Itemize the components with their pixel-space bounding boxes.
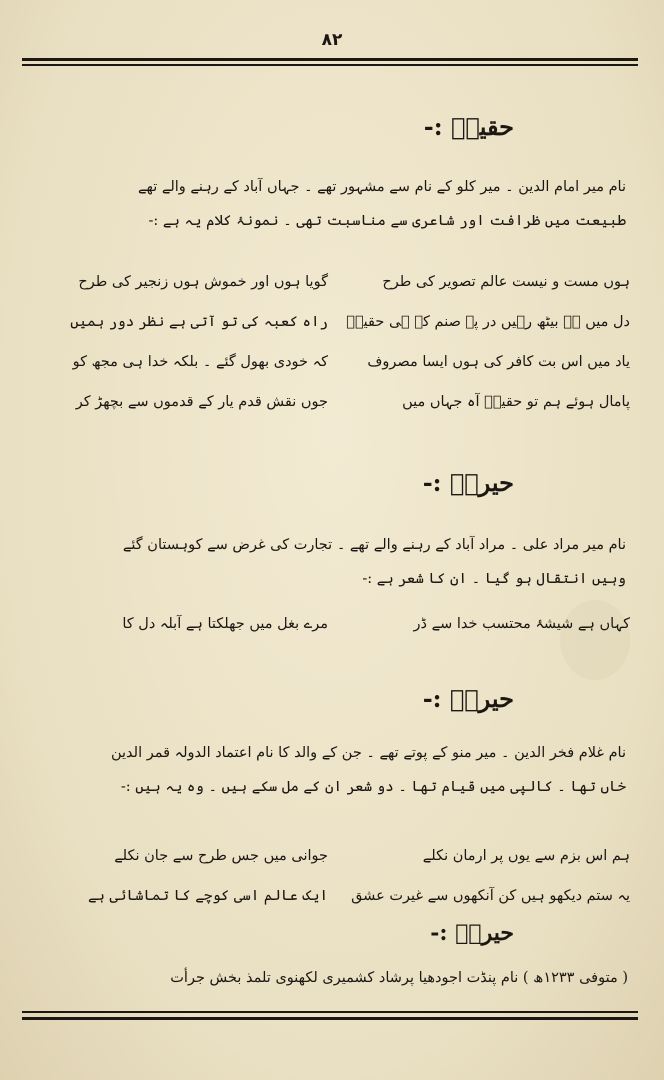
couplet — [28, 302, 630, 342]
couplet — [28, 382, 630, 422]
top-rule — [22, 58, 638, 61]
section-prose-hairat-2 — [34, 736, 626, 804]
couplet — [28, 876, 630, 916]
verses-haqir — [28, 262, 630, 422]
page-number: ۸۲ — [321, 30, 343, 50]
misra-first: یاد میں اس بت کافر کی ہوں ایسا مصروف — [367, 354, 630, 370]
section-heading-hairat-1: حیرتؔ :- — [422, 468, 514, 497]
misra-first: ہوں مست و نیست عالم تصویر کی طرح — [382, 274, 630, 290]
misra-first: دل میں ہے بیٹھ رہیں در پہ صنم کے ہی حقیرؔ — [346, 314, 630, 330]
misra-second: مرے بغل میں جھلکتا ہے آبلہ دل کا — [122, 616, 328, 632]
misra-second: گویا ہوں اور خموش ہوں زنجیر کی طرح — [78, 274, 328, 290]
prose-line: طبیعت میں ظرافت اور شاعری سے مناسبت تھی ۔ نمونۂ کلام یہ ہے :- — [148, 213, 626, 229]
prose-line: خاں تھا ۔ کالپی میں قیام تھا ۔ دو شعر ان کے مل سکے ہیں ۔ وہ یہ ہیں :- — [120, 779, 626, 795]
section-heading-haqir: حقیرؔ :- — [423, 112, 514, 141]
couplet — [28, 604, 630, 644]
prose-line: نام میر امام الدین ۔ میر کلو کے نام سے مشہور تھے ۔ جہاں آباد کے رہنے والے تھے — [138, 179, 626, 195]
prose-line: نام میر مراد علی ۔ مراد آباد کے رہنے والے تھے ۔ تجارت کی غرض سے کوہستان گئے — [122, 537, 626, 553]
misra-first: ہم اس بزم سے یوں پر ارمان نکلے — [422, 848, 630, 864]
couplet — [28, 836, 630, 876]
misra-first: پامال ہوئے ہم تو حقیرؔ آہ جہاں میں — [402, 394, 630, 410]
misra-first: کہاں ہے شیشۂ محتسب خدا سے ڈر — [413, 616, 630, 632]
section-prose-hairat-1 — [34, 528, 626, 596]
misra-second: کہ خودی بھول گئے ۔ بلکہ خدا ہی مجھ کو — [72, 354, 328, 370]
verses-hairat-2 — [28, 836, 630, 916]
couplet — [28, 262, 630, 302]
misra-second: ایک عالم اسی کوچے کا تماشائی ہے — [87, 888, 328, 904]
misra-first: یہ ستم دیکھو ہیں کن آنکھوں سے غیرت عشق — [351, 888, 630, 904]
prose-line: وہیں انتقال ہو گیا ۔ ان کا شعر ہے :- — [362, 571, 626, 587]
misra-second: راہ کعبہ کی تو آتی ہے نظر دور ہمیں — [70, 314, 328, 330]
bottom-rule-thin — [22, 1011, 638, 1013]
section-prose-haqir — [34, 170, 626, 238]
prose-line: نام غلام فخر الدین ۔ میر منو کے پوتے تھے ۔ جن کے والد کا نام اعتماد الدولہ قمر الدین — [110, 745, 626, 761]
verses-hairat-1 — [28, 604, 630, 644]
misra-second: جوں نقش قدم یار کے قدموں سے بچھڑ کر — [75, 394, 328, 410]
couplet — [28, 342, 630, 382]
bottom-rule — [22, 1017, 638, 1020]
section-heading-hairat-2: حیرتؔ :- — [422, 684, 514, 713]
top-rule-thin — [22, 64, 638, 66]
closing-line: ( متوفی ۱۲۳۳ھ ) نام پنڈت اجودھیا پرشاد کشمیری لکھنوی تلمذ بخش جرأت — [170, 970, 628, 986]
misra-second: جوانی میں جس طرح سے جان نکلے — [114, 848, 328, 864]
section-heading-hairat-3: حیرتؔ :- — [430, 920, 514, 946]
